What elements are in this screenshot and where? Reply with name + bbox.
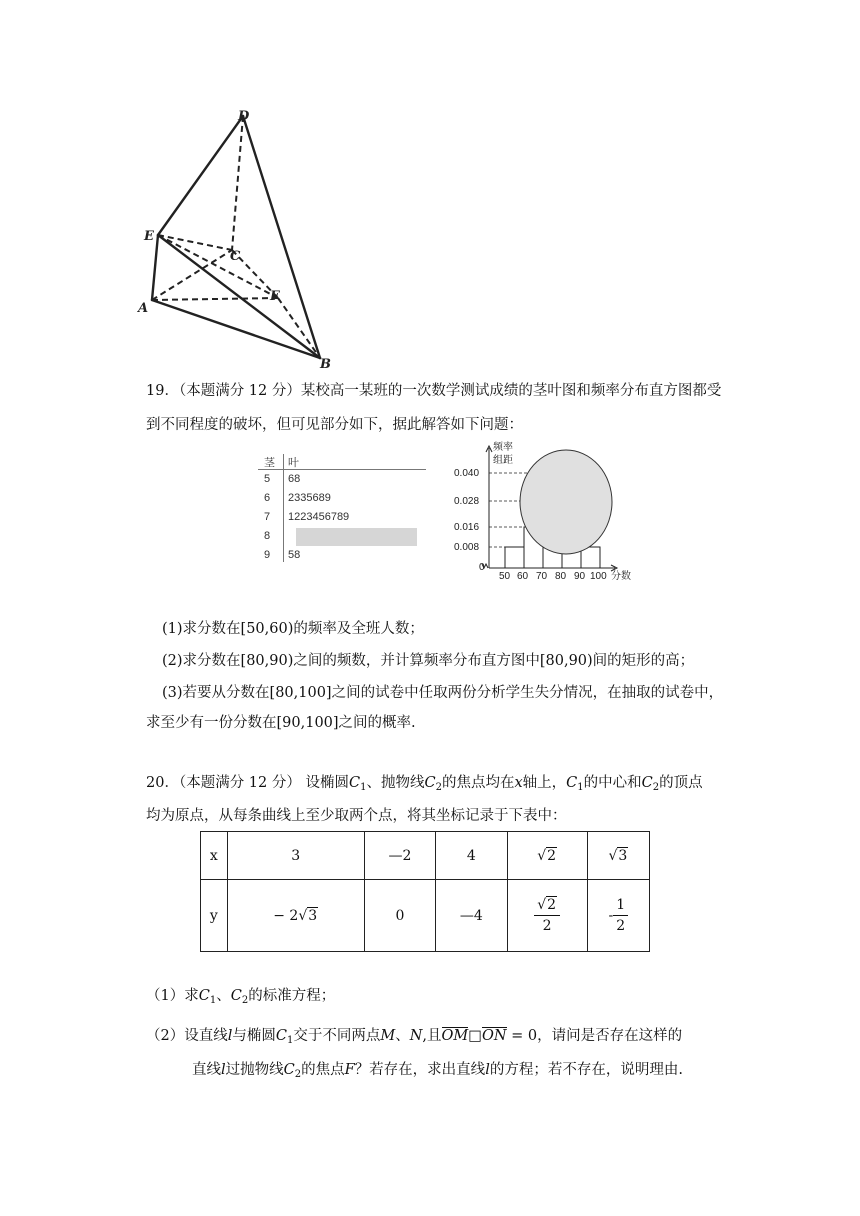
hist-xlabel: 分数 (611, 571, 631, 582)
q20-sub1: （1）求$C_1$、$C_2$的标准方程； (146, 988, 336, 1006)
hist-xtick: 60 (517, 571, 529, 582)
hist-xtick: 70 (536, 571, 548, 582)
q19-line2: 到不同程度的破坏，但可见部分如下，据此解答如下问题： (146, 417, 523, 433)
stem-header: 茎 (264, 457, 275, 469)
q19-sub3a: (3)若要从分数在[80,100]之间的试卷中任取两份分析学生失分情况，在抽取的试卷中， (162, 685, 724, 701)
hist-ylabel-top: 频率 (493, 442, 513, 453)
hist-xtick: 50 (499, 571, 511, 582)
x-label: x (201, 832, 228, 880)
label-a: A (138, 301, 149, 316)
q19-sub1: (1)求分数在[50,60)的频率及全班人数； (162, 621, 424, 637)
q19-sub2: (2)求分数在[80,90)之间的频数，并计算频率分布直方图中[80,90)间的矩形的高； (162, 653, 695, 669)
hist-xtick: 80 (555, 571, 567, 582)
leaf-header: 叶 (288, 457, 299, 469)
y-label: y (201, 880, 228, 952)
hist-ytick-028: 0.028 (454, 496, 480, 507)
label-b: B (320, 357, 331, 370)
hist-ylabel-bottom: 组距 (493, 455, 513, 466)
q20-sub2-cont: 直线l过抛物线$C_2$的焦点F？若存在，求出直线l的方程；若不存在，说明理由. (192, 1062, 683, 1080)
q19-line1: 19．（本题满分 12 分）某校高一某班的一次数学测试成绩的茎叶图和频率分布直方图都受 (146, 383, 722, 399)
label-f: F (270, 289, 280, 304)
x-cell: —2 (364, 832, 435, 880)
damaged-area (296, 528, 417, 546)
label-e: E (144, 229, 154, 244)
hist-ytick-008: 0.008 (454, 542, 480, 553)
y-cell: —4 (436, 880, 507, 952)
hist-xtick: 90 (574, 571, 586, 582)
tetrahedron-figure (120, 100, 350, 370)
q19-sub3b: 求至少有一份分数在[90,100]之间的概率. (146, 715, 416, 731)
x-cell: 3 (227, 832, 364, 880)
q20-line1: 20．（本题满分 12 分） 设椭圆$C_1$、抛物线$C_2$的焦点均在x轴上，$C_1$的中心和$C_2$的顶点 (146, 775, 703, 793)
damage-ellipse (520, 450, 612, 554)
frequency-histogram (445, 440, 645, 585)
hist-ytick-016: 0.016 (454, 522, 480, 533)
y-cell: 0 (364, 880, 435, 952)
x-cell: √2 (507, 832, 587, 880)
coordinate-table (200, 831, 650, 952)
y-cell: $\frac{√2}{2}$ (507, 880, 587, 952)
hist-ytick-040: 0.040 (454, 468, 480, 479)
hist-bar (505, 547, 524, 568)
hist-xtick: 100 (590, 571, 607, 582)
q20-line2: 均为原点，从每条曲线上至少取两个点，将其坐标记录于下表中： (146, 808, 567, 824)
y-cell: − 2√3 (227, 880, 364, 952)
y-cell: - $\frac{1}{2}$ (587, 880, 649, 952)
hist-origin: 0 (479, 562, 485, 573)
stem-leaf-plot: 茎 叶 5 68 6 2335689 7 1223456789 8 9 58 (258, 452, 428, 567)
label-d: D (238, 109, 250, 124)
label-c: C (230, 249, 241, 264)
x-cell: √3 (587, 832, 649, 880)
q20-sub2: （2）设直线l与椭圆$C_1$交于不同两点M、N,且OM□ON = 0，请问是否存在这样的 (146, 1028, 683, 1046)
x-cell: 4 (436, 832, 507, 880)
